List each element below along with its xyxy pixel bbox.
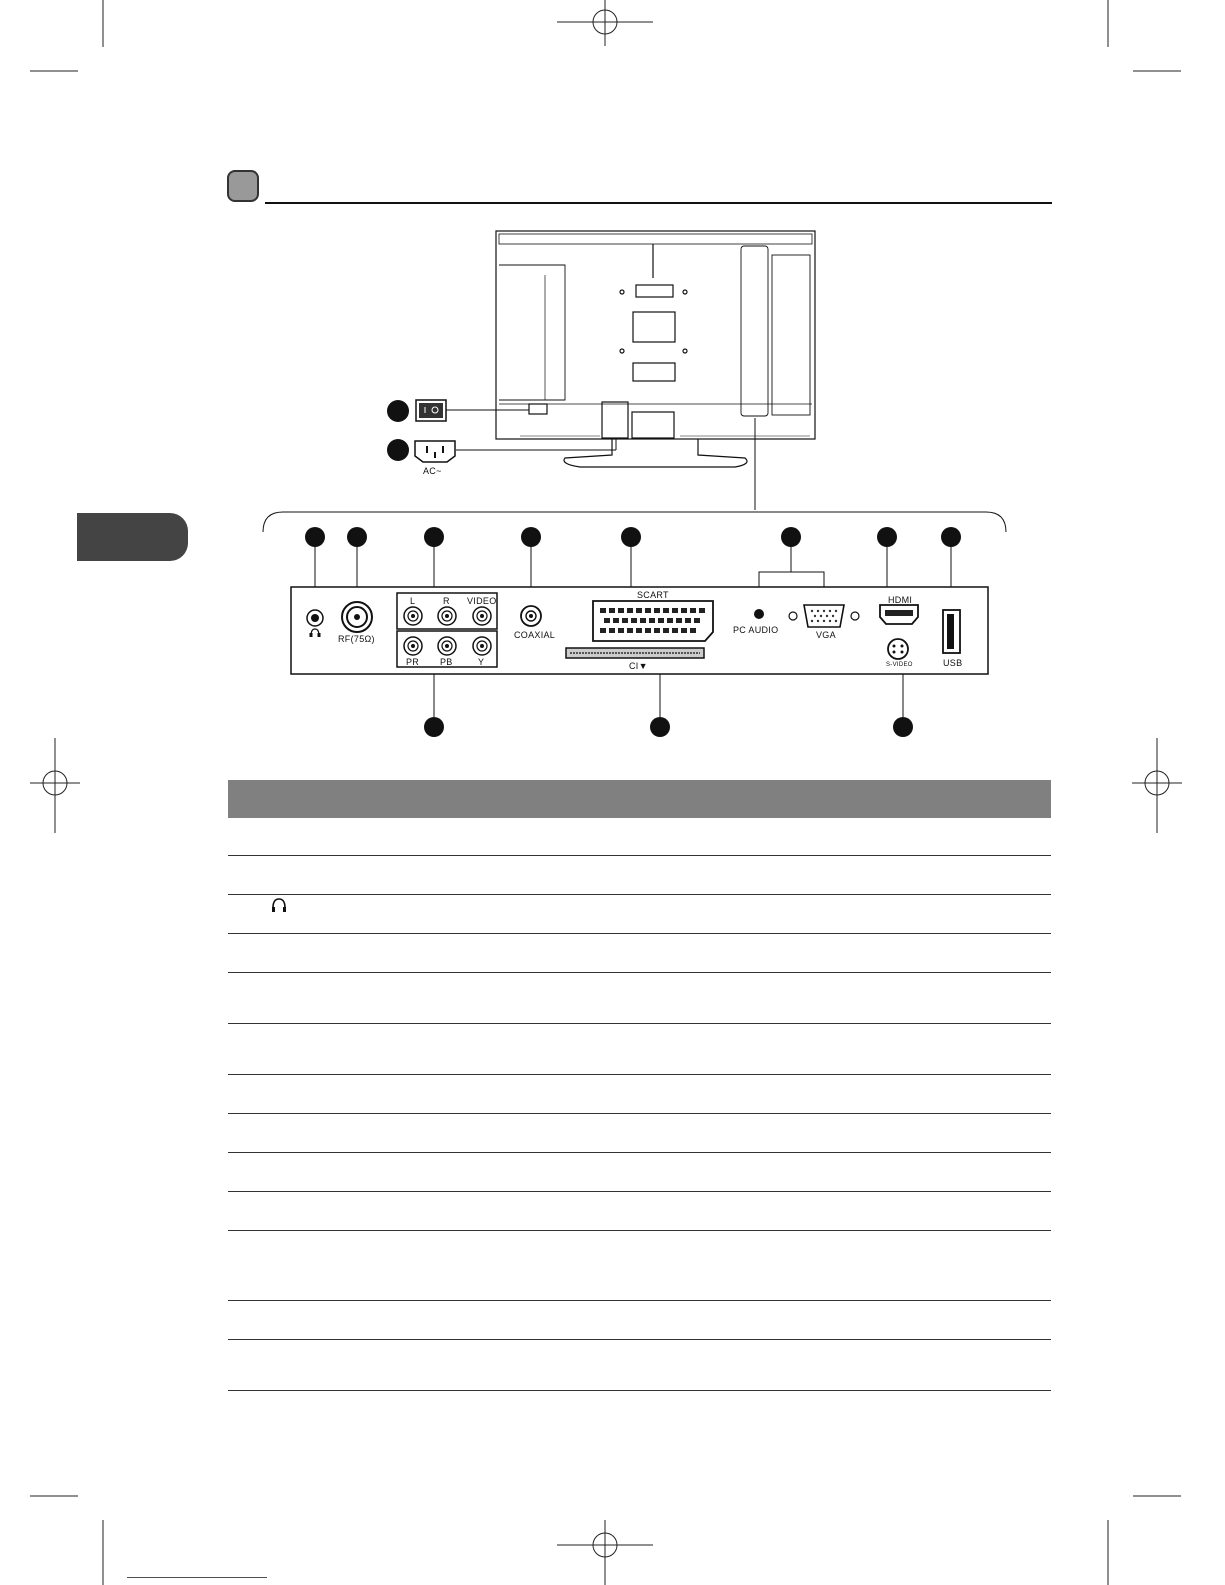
callout-circles-bottom: [424, 717, 913, 737]
headphone-icon: [270, 896, 288, 914]
table-row: [228, 973, 1051, 1024]
ci-label: CI▼: [629, 661, 648, 671]
table-row: [228, 856, 1051, 895]
table-row: [228, 1340, 1051, 1391]
table-row: [228, 1153, 1051, 1192]
table-row: [228, 1192, 1051, 1231]
table-row: [228, 1231, 1051, 1301]
hdmi-label: HDMI: [888, 595, 913, 605]
svideo-label: S-VIDEO: [886, 662, 913, 668]
rf-label: RF(75Ω): [338, 634, 375, 644]
ac-label: AC~: [423, 466, 442, 476]
connector-table: [228, 780, 1051, 1391]
pc-audio-label: PC AUDIO: [733, 625, 779, 635]
table-row: [228, 1075, 1051, 1114]
table-header: [228, 780, 1051, 818]
coaxial-label: COAXIAL: [514, 630, 556, 640]
video-label: VIDEO: [467, 596, 497, 606]
table-row: [228, 1114, 1051, 1153]
callout-circles-top: [305, 527, 961, 547]
table-row: [228, 895, 1051, 934]
vga-label: VGA: [816, 630, 836, 640]
table-row: [228, 1301, 1051, 1340]
y-label: Y: [478, 657, 485, 667]
pr-label: PR: [406, 657, 420, 667]
audio-r-label: R: [443, 596, 450, 606]
table-row: [228, 1024, 1051, 1075]
audio-l-label: L: [410, 596, 416, 606]
usb-label: USB: [943, 658, 963, 668]
scart-label: SCART: [637, 590, 669, 600]
pb-label: PB: [440, 657, 453, 667]
table-row: [228, 818, 1051, 856]
footer-link-underline: [127, 1573, 267, 1578]
table-row: [228, 934, 1051, 973]
